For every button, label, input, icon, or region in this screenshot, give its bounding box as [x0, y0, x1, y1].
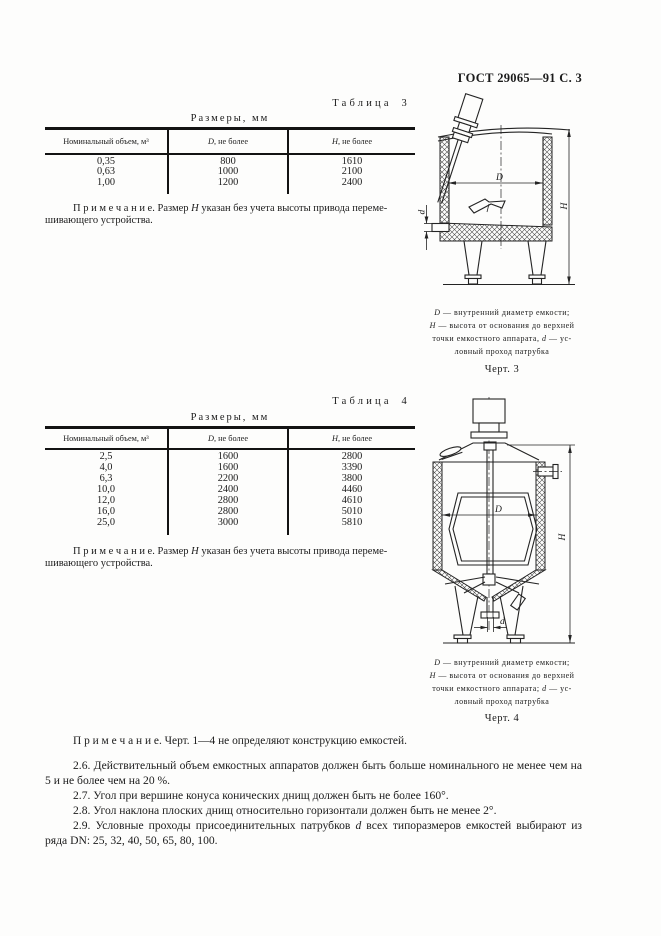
- table4-label: Таблица 4: [332, 396, 410, 407]
- text-line: точки емкостного аппарата, d — ус-: [432, 334, 572, 343]
- text-line: П р и м е ч а н и е. Размер H указан без учета высоты привода переме-: [73, 546, 388, 557]
- col-h-header: H, не более: [288, 129, 415, 155]
- table-cell: 4610: [288, 495, 415, 506]
- text-line: П р и м е ч а н и е. Черт. 1—4 не определяют конструкцию емкостей.: [73, 735, 407, 747]
- legs: [464, 241, 546, 284]
- col-volume-header: Номинальный объем, м³: [45, 129, 168, 155]
- table3-body: [45, 154, 415, 188]
- table-row: [45, 484, 415, 495]
- drive-motor: [471, 399, 507, 450]
- clause-2-9: 2.9. Условные проходы присоединительных патрубков d всех типоразмеров емкостей выбирают из ряда DN: 25, 32, 40, 50, 65, 80, 100.: [45, 819, 582, 847]
- table-cell: 2800: [168, 506, 288, 517]
- table-cell: 1000: [168, 167, 288, 177]
- vessel-drawing-3: [412, 92, 660, 297]
- table3-note: [45, 203, 388, 226]
- table-cell: 10,0: [96, 483, 116, 495]
- svg-text:D: D: [495, 505, 502, 515]
- table-cell: 0,35: [96, 156, 116, 167]
- clause-2-8: 2.8. Угол наклона плоских днищ относительно горизонтали должен быть не менее 2°.: [73, 804, 497, 817]
- col-d-header: D, не более: [168, 428, 288, 450]
- text-line: D — внутренний диаметр емкости;: [434, 308, 570, 317]
- table3: [45, 127, 415, 194]
- text-line: D — внутренний диаметр емкости;: [434, 658, 570, 667]
- clause-2-7: 2.7. Угол при вершине конуса конических днищ должен быть не более 160°.: [73, 789, 449, 802]
- table-cell: 1600: [168, 449, 288, 462]
- table-cell: 2200: [168, 473, 288, 484]
- agitator-shaft: [445, 450, 539, 593]
- table-row: [45, 462, 415, 473]
- table-cell: 5810: [288, 517, 415, 528]
- table-cell: 0,63: [96, 166, 116, 178]
- table-row: [45, 495, 415, 506]
- bottom-nozzle: [432, 224, 449, 232]
- table-spacer-row: [45, 528, 415, 535]
- figure3-number: Черт. 3: [484, 364, 520, 375]
- table-cell: 2100: [288, 167, 415, 177]
- table4-note: [45, 546, 388, 569]
- table3-label: Таблица 3: [332, 98, 410, 109]
- table-row: [45, 473, 415, 484]
- table-spacer-row: [45, 188, 415, 194]
- clause-2-6: 2.6. Действительный объем емкостных аппаратов должен быть больше номинального не менее чем на 5 и не более чем на 20 %.: [45, 759, 582, 787]
- table-row: [45, 517, 415, 528]
- table-cell: 5010: [288, 506, 415, 517]
- table3-title: Размеры, мм: [190, 113, 270, 124]
- table-cell: 2400: [168, 484, 288, 495]
- vessel-drawing-4: [412, 395, 660, 653]
- table-cell: 4,0: [99, 461, 113, 473]
- text-line: шивающего устройства.: [45, 557, 153, 569]
- table-cell: 3390: [288, 462, 415, 473]
- svg-text:H: H: [560, 202, 570, 210]
- col-volume-header: Номинальный объем, м³: [45, 428, 168, 450]
- col-d-header: D, не более: [168, 129, 288, 155]
- text-line: H — высота от основания до верхней: [429, 321, 575, 330]
- text-line: ловный проход патрубка: [454, 347, 550, 356]
- table-cell: 4460: [288, 484, 415, 495]
- figure3-caption: [412, 306, 592, 358]
- svg-text:D: D: [496, 173, 503, 183]
- text-line: точки емкостного аппарата; d — ус-: [432, 684, 572, 693]
- bottom-flange: [481, 612, 499, 618]
- table-cell: 6,3: [99, 472, 113, 484]
- table-cell: 2,5: [99, 451, 113, 462]
- table-cell: 2400: [288, 178, 415, 188]
- text-line: шивающего устройства.: [45, 214, 153, 226]
- svg-text:d: d: [417, 209, 428, 215]
- table3-header-row: [45, 129, 415, 155]
- table-cell: 1,00: [96, 176, 116, 188]
- document-header: ГОСТ 29065—91 С. 3: [457, 71, 582, 85]
- figure4-caption: [412, 656, 592, 708]
- table-row: [45, 506, 415, 517]
- clauses-section: [45, 758, 582, 848]
- table-cell: 1610: [288, 154, 415, 167]
- vessel-body: [438, 128, 570, 241]
- text-line: П р и м е ч а н и е. Размер H указан без учета высоты привода переме-: [73, 203, 388, 214]
- table-row: [45, 449, 415, 462]
- table-cell: 3000: [168, 517, 288, 528]
- table4-body: [45, 449, 415, 528]
- table4: [45, 426, 415, 535]
- table-cell: 25,0: [96, 516, 116, 528]
- text-line: H — высота от основания до верхней: [429, 671, 575, 680]
- text-line: ловный проход патрубка: [454, 697, 550, 706]
- table-cell: 3800: [288, 473, 415, 484]
- col-h-header: H, не более: [288, 428, 415, 450]
- svg-text:H: H: [558, 533, 568, 541]
- dimension-D: [448, 173, 543, 185]
- table-row: [45, 178, 415, 188]
- dimension-H: [560, 129, 571, 285]
- table-cell: 1200: [168, 178, 288, 188]
- dimension-d: [418, 205, 433, 250]
- table4-header-row: [45, 428, 415, 450]
- table-cell: 2800: [168, 495, 288, 506]
- table-cell: 12,0: [96, 494, 116, 506]
- table-cell: 1600: [168, 462, 288, 473]
- dimension-d: [474, 617, 507, 632]
- table-row: [45, 154, 415, 167]
- svg-text:d: d: [500, 617, 505, 627]
- table-cell: 2800: [288, 449, 415, 462]
- figure4-number: Черт. 4: [484, 713, 520, 724]
- manhole: [439, 445, 462, 460]
- table4-title: Размеры, мм: [190, 412, 270, 423]
- table-cell: 800: [168, 154, 288, 167]
- general-note: [45, 735, 605, 747]
- table-cell: 16,0: [96, 505, 116, 517]
